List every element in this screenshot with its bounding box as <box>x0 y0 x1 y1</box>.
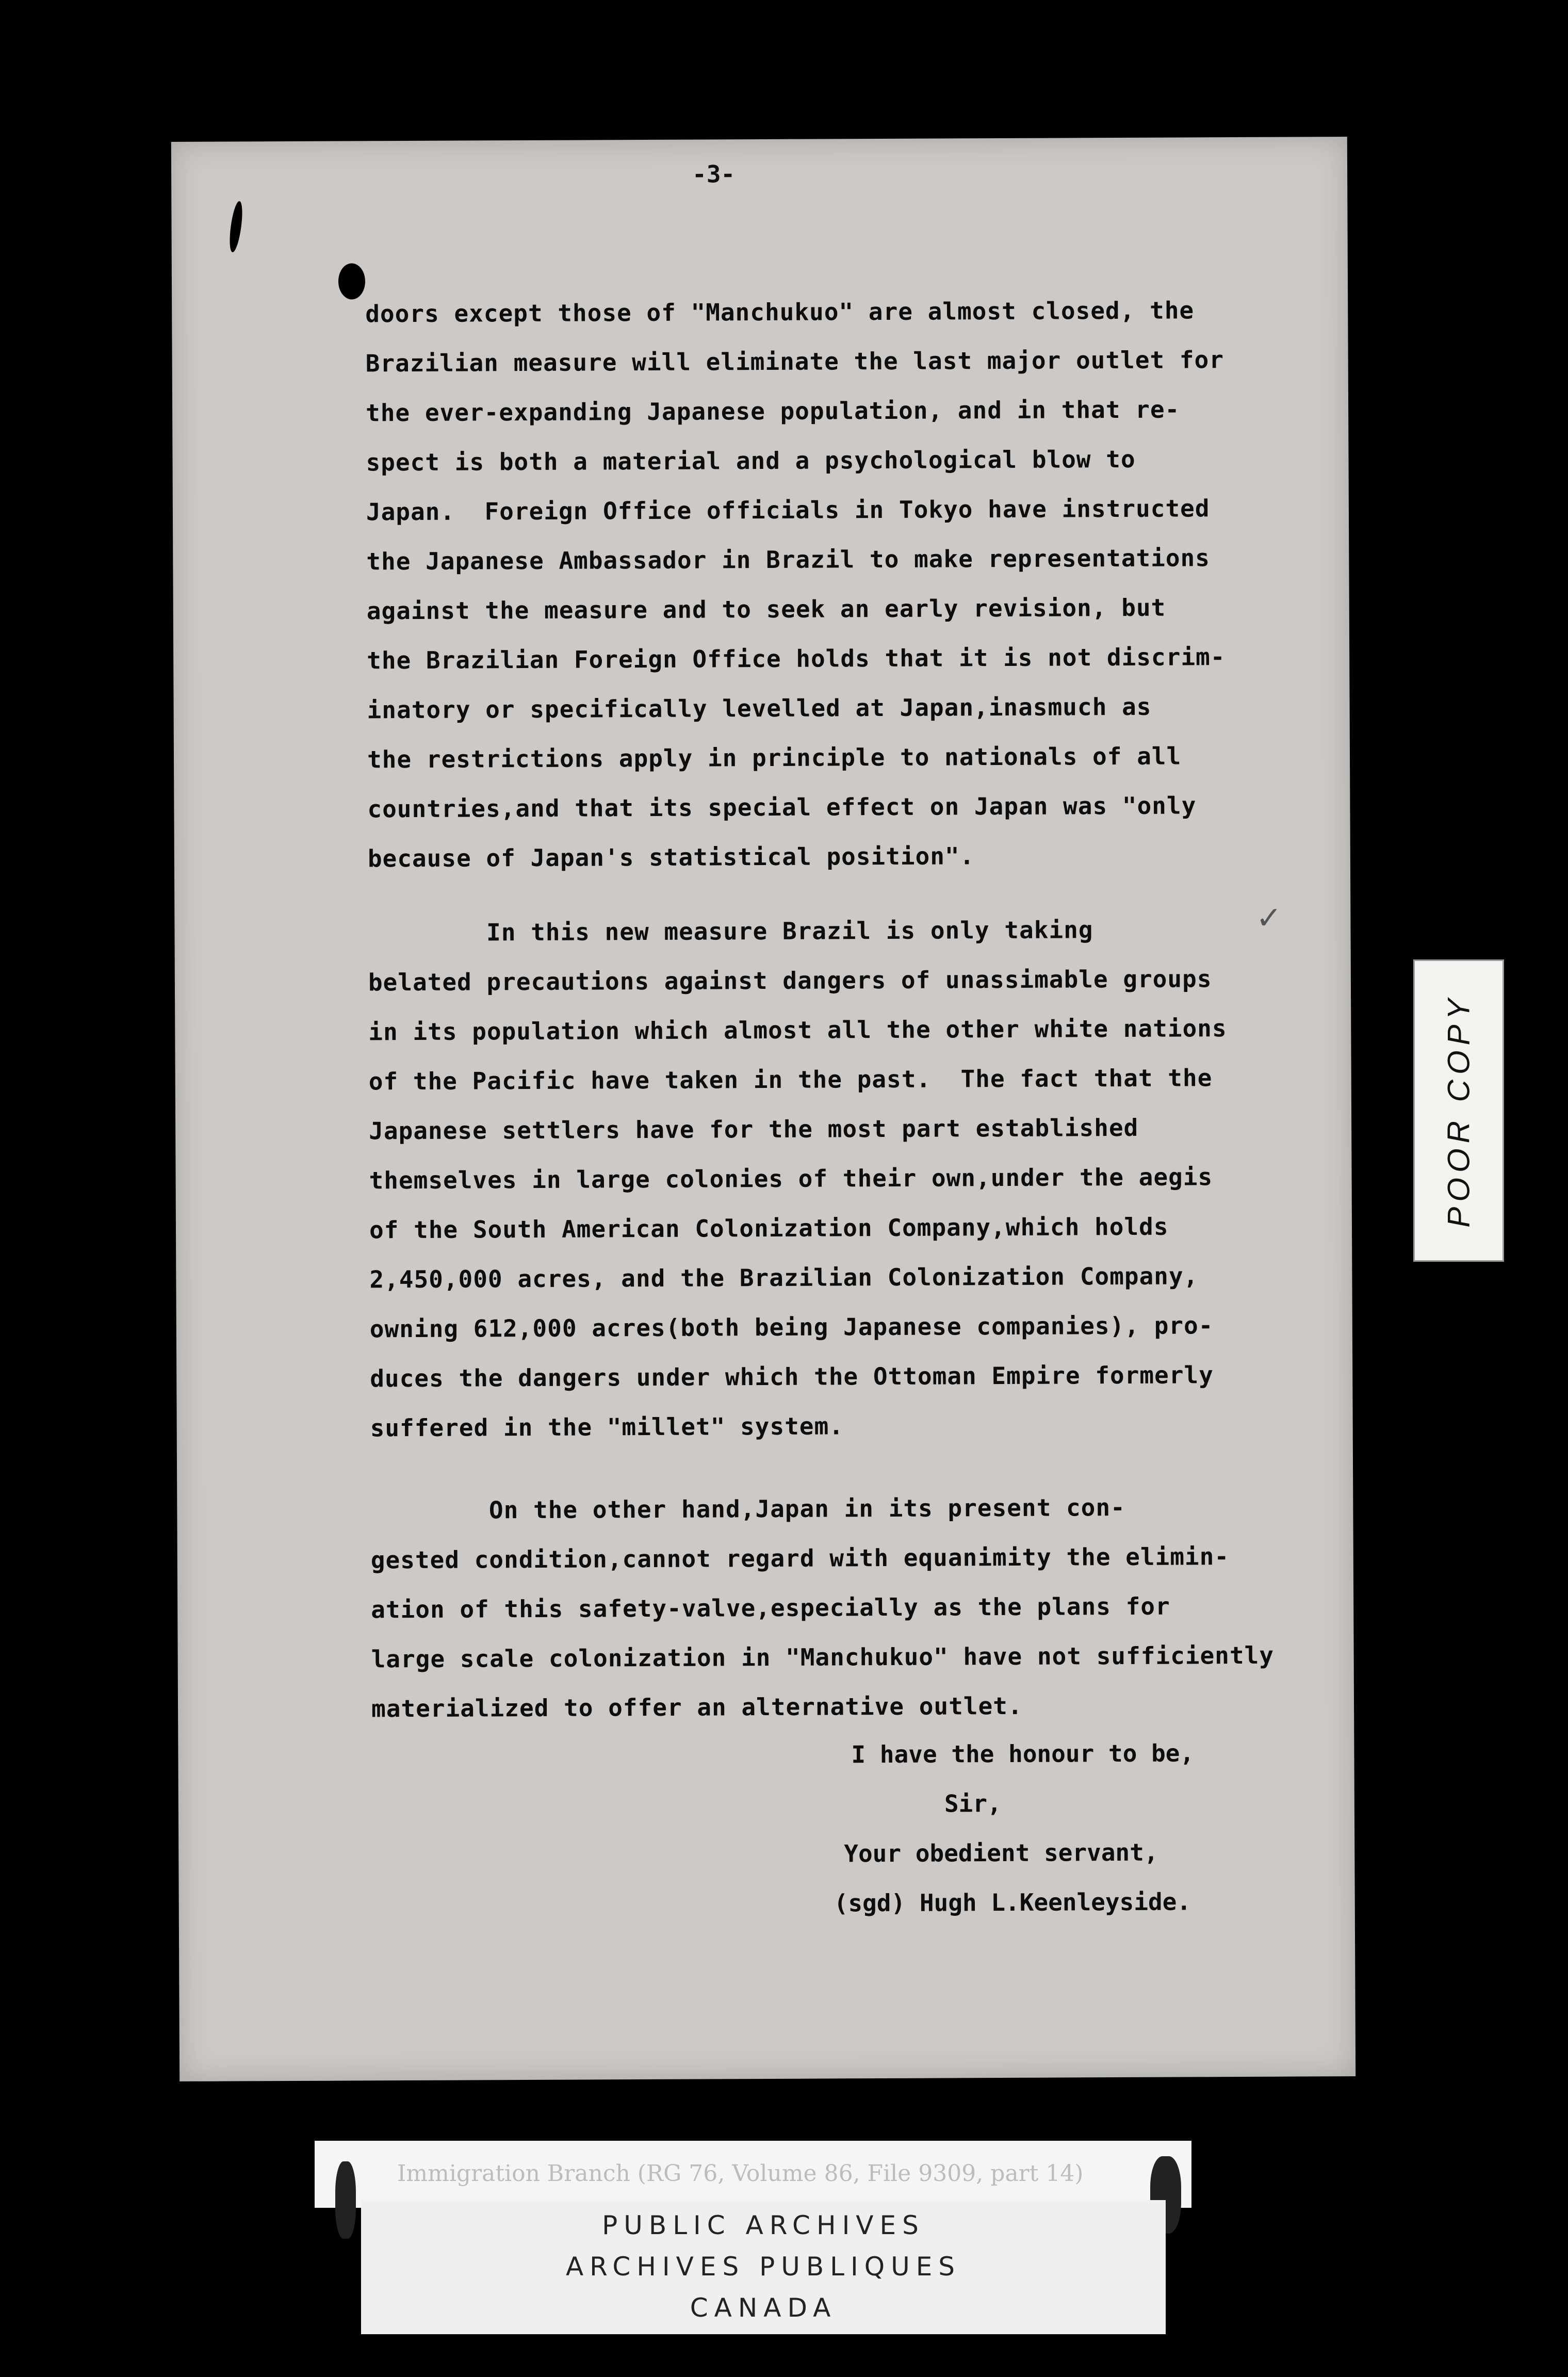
text-line: themselves in large colonies of their own,under the aegis <box>369 1163 1213 1195</box>
closing-servant: Your obedient servant, <box>844 1838 1158 1868</box>
text-line: doors except those of "Manchukuo" are almost closed, the <box>365 296 1195 328</box>
text-line: countries,and that its special effect on Japan was "only <box>367 791 1197 823</box>
page-number: -3- <box>692 160 736 188</box>
margin-bullet-mark <box>338 263 365 299</box>
margin-mark-left <box>227 201 244 253</box>
archive-stamp-line-2: ARCHIVES PUBLIQUES <box>565 2252 961 2282</box>
text-line: materialized to offer an alternative outlet. <box>371 1691 1023 1723</box>
closing-honour: I have the honour to be, <box>851 1739 1195 1769</box>
text-line: In this new measure Brazil is only taking <box>368 916 1093 947</box>
archive-stamp <box>361 2200 1166 2334</box>
text-line: Brazilian measure will eliminate the last major outlet for <box>365 346 1224 378</box>
text-line: ation of this safety-valve,especially as the plans for <box>371 1592 1170 1624</box>
text-line: the ever-expanding Japanese population, and in that re- <box>365 395 1180 427</box>
archive-reference-strip <box>315 2141 1191 2208</box>
text-line: spect is both a material and a psychological blow to <box>366 445 1136 477</box>
text-line: 2,450,000 acres, and the Brazilian Colonization Company, <box>369 1262 1199 1294</box>
archive-stamp-line-1: PUBLIC ARCHIVES <box>602 2210 925 2240</box>
text-line: suffered in the "millet" system. <box>370 1412 844 1442</box>
text-line: inatory or specifically levelled at Japan,inasmuch as <box>367 692 1152 724</box>
text-line: in its population which almost all the other white nations <box>368 1014 1227 1046</box>
archive-reference: Immigration Branch (RG 76, Volume 86, File 9309, part 14) <box>397 2160 1084 2187</box>
closing-sir: Sir, <box>944 1789 1002 1818</box>
text-line: duces the dangers under which the Ottoman Empire formerly <box>370 1361 1214 1393</box>
text-line: Japanese settlers have for the most part established <box>369 1113 1139 1145</box>
blot-mark-left <box>335 2161 356 2239</box>
text-line: because of Japan's statistical position". <box>367 842 975 873</box>
pencil-tick-mark: ✓ <box>1256 900 1282 936</box>
text-line: On the other hand,Japan in its present con- <box>370 1493 1125 1525</box>
archive-stamp-line-3: CANADA <box>690 2293 837 2323</box>
text-line: of the Pacific have taken in the past. The fact that the <box>368 1064 1213 1096</box>
text-line: the Brazilian Foreign Office holds that it is not discrim- <box>367 643 1226 675</box>
text-line: gested condition,cannot regard with equanimity the elimin- <box>370 1542 1230 1574</box>
signature: (sgd) Hugh L.Keenleyside. <box>834 1887 1191 1917</box>
body-text <box>365 136 1422 1723</box>
text-line: the restrictions apply in principle to nationals of all <box>367 742 1182 774</box>
poor-copy-label <box>1413 959 1504 1262</box>
text-line: of the South American Colonization Company,which holds <box>369 1212 1169 1244</box>
document-page <box>171 137 1355 2081</box>
text-line: Japan. Foreign Office officials in Tokyo have instructed <box>366 494 1210 526</box>
text-line: large scale colonization in "Manchukuo" have not sufficiently <box>371 1641 1275 1673</box>
text-line: against the measure and to seek an early revision, but <box>366 593 1166 625</box>
text-line: belated precautions against dangers of unassimable groups <box>368 965 1212 997</box>
text-line: owning 612,000 acres(both being Japanese companies), pro- <box>369 1311 1214 1343</box>
poor-copy-text: POOR COPY <box>1441 994 1476 1228</box>
text-line: the Japanese Ambassador in Brazil to make representations <box>366 544 1211 576</box>
